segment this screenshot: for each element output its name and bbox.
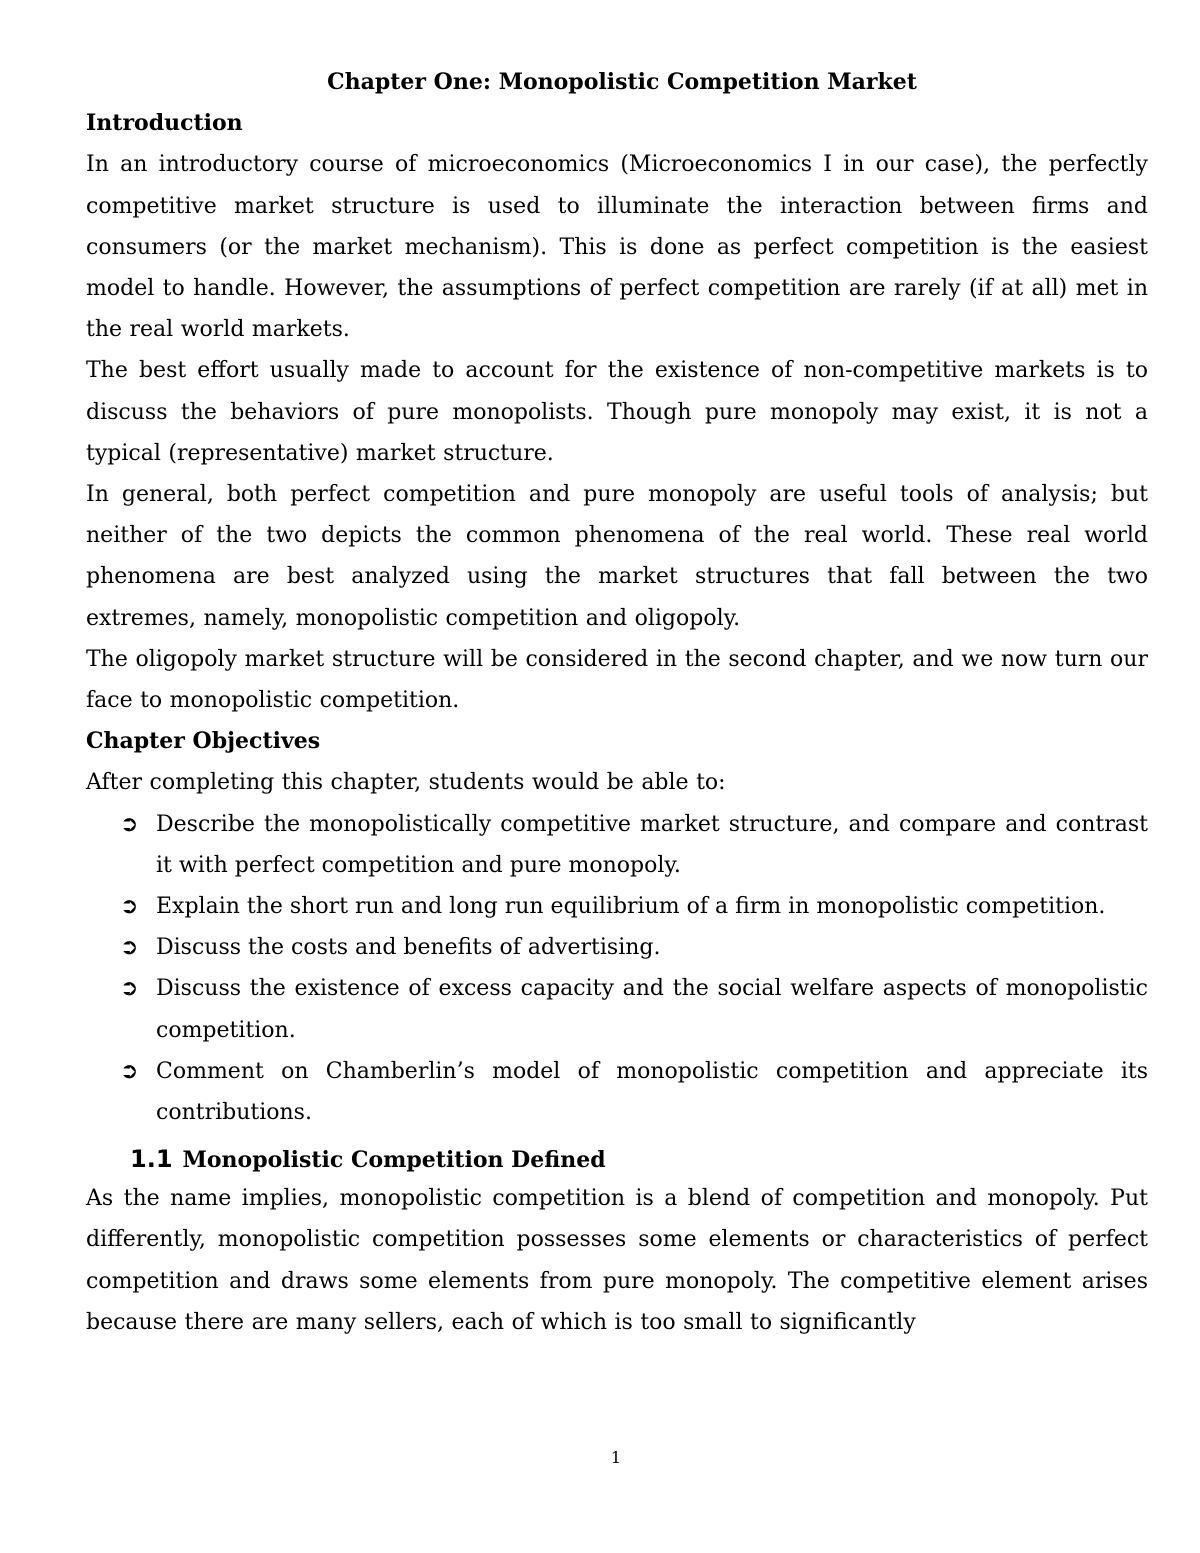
objective-item-4 xyxy=(120,968,1148,1050)
intro-paragraph-3: In general, both perfect competition and pure monopoly are useful tools of analysis; but neither of the two depicts the common phenomena of the real world. These real world phenomena are best analyzed using the market structures that fall between the two extremes, namely, monopolistic competition and oligopoly. xyxy=(86,482,1148,631)
section-paragraph: As the name implies, monopolistic competition is a blend of competition and monopoly. Put differently, monopolistic competition possesses some elements or characteristics of perfect competition and draws some elements from pure monopoly. The competitive element arises because there are many sellers, each of which is too small to significantly xyxy=(86,1186,1148,1335)
intro-paragraph-1: In an introductory course of microeconomics (Microeconomics I in our case), the perfectly competitive market structure is used to illuminate the interaction between firms and consumers (or the market mechanism). This is done as perfect competition is the easiest model to handle. However, the assumptions of perfect competition are rarely (if at all) met in the real world markets. xyxy=(86,152,1148,343)
objectives-lead: After completing this chapter, students would be able to: xyxy=(86,770,726,796)
section-heading xyxy=(86,1133,1148,1178)
document-page xyxy=(86,62,1148,1343)
section-number: 1.1 xyxy=(130,1145,173,1174)
intro-paragraph-2: The best effort usually made to account for the existence of non-competitive markets is to discuss the behaviors of pure monopolists. Though pure monopoly may exist, it is not a typical (representative) market structure. xyxy=(86,358,1148,466)
arrow-bullet-icon: ➲ xyxy=(120,976,139,1002)
objective-item-1 xyxy=(120,804,1148,886)
objective-text: Discuss the existence of excess capacity and the social welfare aspects of monopolistic competition. xyxy=(156,976,1148,1043)
arrow-bullet-icon: ➲ xyxy=(120,894,139,920)
objectives-list xyxy=(86,804,1148,1134)
page-title: Chapter One: Monopolistic Competition Market xyxy=(327,69,917,95)
arrow-bullet-icon: ➲ xyxy=(120,935,139,961)
objective-item-5 xyxy=(120,1051,1148,1133)
section-title: Monopolistic Competition Defined xyxy=(182,1147,606,1174)
page-number: 1 xyxy=(610,1448,622,1467)
arrow-bullet-icon: ➲ xyxy=(120,1058,139,1084)
objective-item-2 xyxy=(120,886,1148,927)
arrow-bullet-icon: ➲ xyxy=(120,811,139,837)
objective-text: Explain the short run and long run equilibrium of a firm in monopolistic competition. xyxy=(156,894,1106,920)
introduction-heading: Introduction xyxy=(86,110,243,137)
objectives-heading: Chapter Objectives xyxy=(86,728,321,755)
objective-text: Discuss the costs and benefits of advertising. xyxy=(156,935,661,961)
objective-text: Describe the monopolistically competitive market structure, and compare and contrast it with perfect competition and pure monopoly. xyxy=(156,811,1148,878)
objective-text: Comment on Chamberlin’s model of monopolistic competition and appreciate its contributions. xyxy=(156,1058,1148,1126)
intro-paragraph-4: The oligopoly market structure will be considered in the second chapter, and we now turn our face to monopolistic competition. xyxy=(86,646,1148,714)
objective-item-3 xyxy=(120,927,1148,968)
